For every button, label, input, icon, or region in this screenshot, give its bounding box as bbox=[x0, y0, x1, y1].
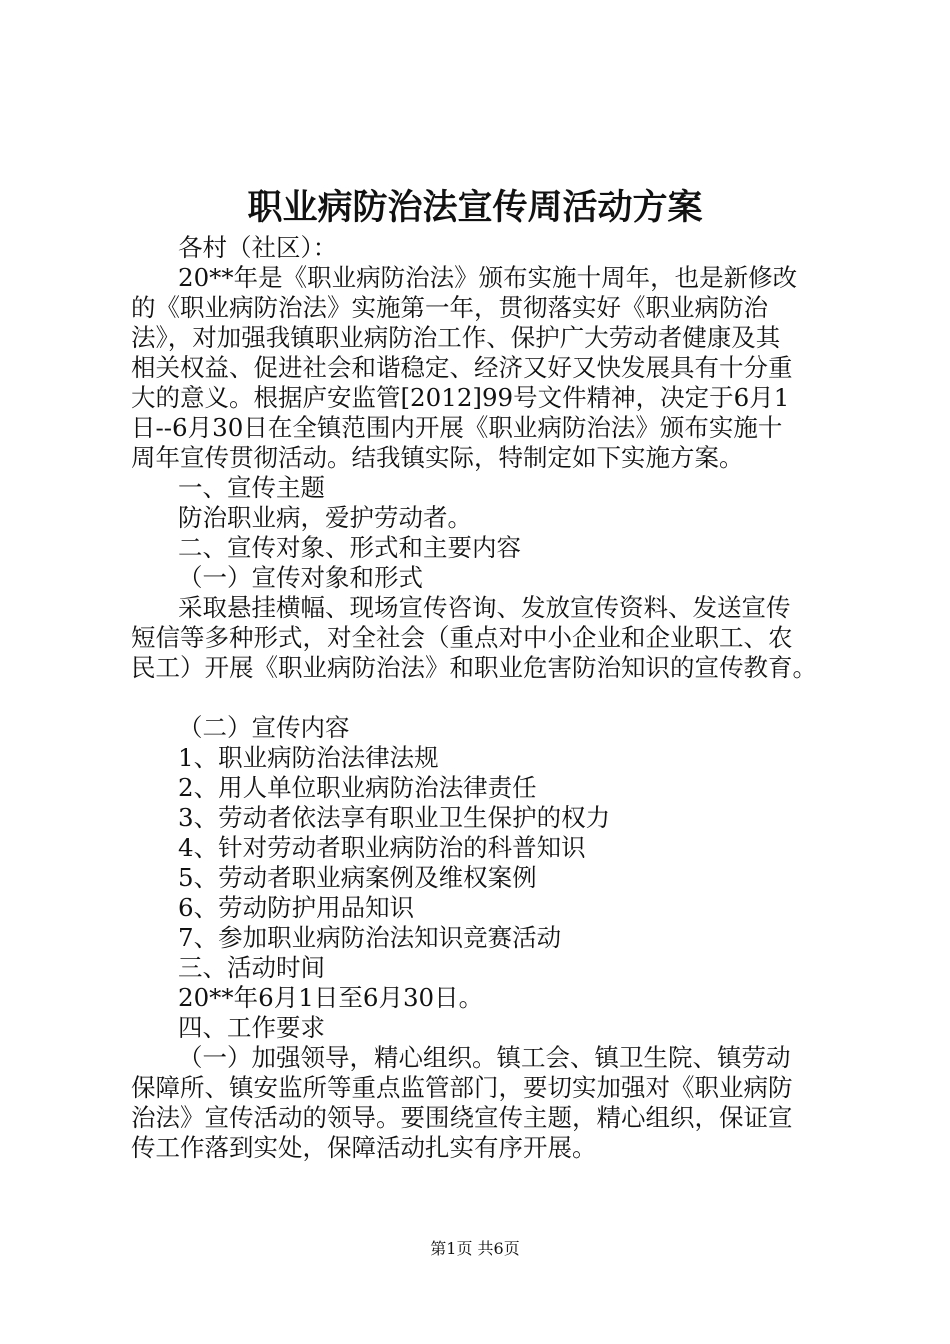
blank-line bbox=[131, 683, 847, 713]
body-line: 采取悬挂横幅、现场宣传咨询、发放宣传资料、发送宣传 bbox=[178, 593, 791, 622]
subsection-heading: （一）宣传对象和形式 bbox=[178, 563, 423, 592]
body-line: 周年宣传贯彻活动。结我镇实际，特制定如下实施方案。 bbox=[131, 443, 744, 472]
document-body bbox=[131, 233, 847, 1163]
body-line: 各村（社区）： bbox=[178, 233, 338, 262]
body-line: 相关权益、促进社会和谐稳定、经济又好又快发展具有十分重 bbox=[131, 353, 793, 382]
body-line: 传工作落到实处，保障活动扎实有序开展。 bbox=[131, 1133, 597, 1162]
body-line: 民工）开展《职业病防治法》和职业危害防治知识的宣传教育。 bbox=[131, 653, 817, 682]
list-item: 5、劳动者职业病案例及维权案例 bbox=[178, 863, 537, 892]
body-line: 20**年是《职业病防治法》颁布实施十周年，也是新修改 bbox=[178, 263, 798, 292]
list-item: 2、用人单位职业病防治法律责任 bbox=[178, 773, 537, 802]
body-line: 保障所、镇安监所等重点监管部门，要切实加强对《职业病防 bbox=[131, 1073, 793, 1102]
body-line: 20**年6月1日至6月30日。 bbox=[178, 983, 484, 1012]
body-line: 治法》宣传活动的领导。要围绕宣传主题，精心组织，保证宣 bbox=[131, 1103, 793, 1132]
body-line: 的《职业病防治法》实施第一年，贯彻落实好《职业病防治 bbox=[131, 293, 768, 322]
list-item: 1、职业病防治法律法规 bbox=[178, 743, 439, 772]
page-number-footer: 第1页 共6页 bbox=[430, 1239, 520, 1258]
body-line: （一）加强领导，精心组织。镇工会、镇卫生院、镇劳动 bbox=[178, 1043, 791, 1072]
subsection-heading: （二）宣传内容 bbox=[178, 713, 350, 742]
body-line: 防治职业病，爱护劳动者。 bbox=[178, 503, 472, 532]
list-item: 3、劳动者依法享有职业卫生保护的权力 bbox=[178, 803, 611, 832]
section-heading: 三、活动时间 bbox=[178, 953, 325, 982]
body-line: 短信等多种形式，对全社会（重点对中小企业和企业职工、农 bbox=[131, 623, 793, 652]
body-line: 法》，对加强我镇职业病防治工作、保护广大劳动者健康及其 bbox=[131, 323, 781, 352]
body-line: 大的意义。根据庐安监管[2012]99号文件精神，决定于6月1 bbox=[131, 383, 790, 412]
section-heading: 一、宣传主题 bbox=[178, 473, 325, 502]
list-item: 4、针对劳动者职业病防治的科普知识 bbox=[178, 833, 586, 862]
body-line: 日--6月30日在全镇范围内开展《职业病防治法》颁布实施十 bbox=[131, 413, 783, 442]
list-item: 6、劳动防护用品知识 bbox=[178, 893, 415, 922]
section-heading: 二、宣传对象、形式和主要内容 bbox=[178, 533, 521, 562]
document-title: 职业病防治法宣传周活动方案 bbox=[247, 187, 703, 228]
section-heading: 四、工作要求 bbox=[178, 1013, 325, 1042]
list-item: 7、参加职业病防治法知识竞赛活动 bbox=[178, 923, 562, 952]
